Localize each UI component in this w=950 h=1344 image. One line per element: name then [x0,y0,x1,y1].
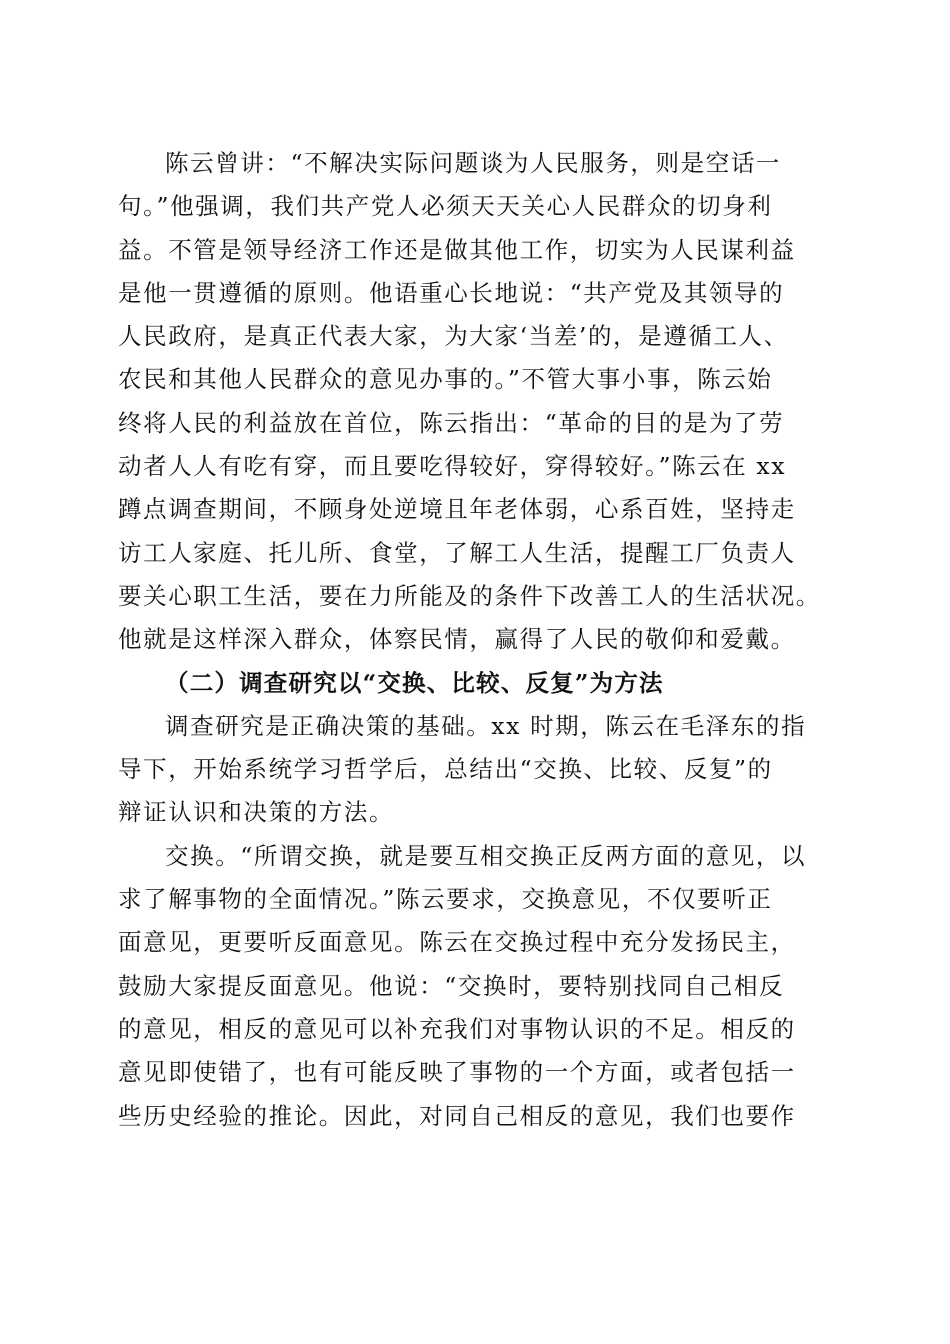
paragraph-line: 他就是这样深入群众，体察民情，赢得了人民的敬仰和爱戴。 [118,625,796,654]
paragraph-line: 交换。“所谓交换，就是要互相交换正反两方面的意见，以 [165,841,807,870]
paragraph-line: 求了解事物的全面情况。”陈云要求，交换意见，不仅要听正 [118,885,773,914]
paragraph-line: 要关心职工生活，要在力所能及的条件下改善工人的生活状况。 [118,581,821,610]
paragraph-line: 调查研究是正确决策的基础。xx 时期，陈云在毛泽东的指 [165,711,807,740]
body-text [118,142,830,1138]
paragraph-line: 辩证认识和决策的方法。 [118,798,395,827]
paragraph-line: 蹲点调查期间，不顾身处逆境且年老体弱，心系百姓，坚持走 [118,495,796,524]
paragraph-line: 农民和其他人民群众的意见办事的。”不管大事小事，陈云始 [118,365,773,394]
paragraph-line: 终将人民的利益放在首位，陈云指出：“革命的目的是为了劳 [118,408,785,437]
paragraph-line: 益。不管是领导经济工作还是做其他工作，切实为人民谋利益 [118,235,796,264]
paragraph-line: 是他一贯遵循的原则。他语重心长地说：“共产党及其领导的 [118,278,785,307]
paragraph-line: 导下，开始系统学习哲学后，总结出“交换、比较、反复”的 [118,755,773,784]
paragraph-line: 些历史经验的推论。因此，对同自己相反的意见，我们也要作 [118,1101,796,1130]
paragraph-line: 访工人家庭、托儿所、食堂，了解工人生活，提醒工厂负责人 [118,538,796,567]
paragraph-line: 鼓励大家提反面意见。他说：“交换时，要特别找同自己相反 [118,971,785,1000]
section-heading: （二）调查研究以“交换、比较、反复”为方法 [165,668,664,697]
paragraph-line: 动者人人有吃有穿，而且要吃得较好，穿得较好。”陈云在 xx [118,452,787,481]
paragraph-line: 面意见，更要听反面意见。陈云在交换过程中充分发扬民主， [118,928,796,957]
paragraph-line: 的意见，相反的意见可以补充我们对事物认识的不足。相反的 [118,1014,796,1043]
paragraph-line: 句。”他强调，我们共产党人必须天天关心人民群众的切身利 [118,192,773,221]
paragraph-line: 意见即使错了，也有可能反映了事物的一个方面，或者包括一 [118,1058,796,1087]
paragraph-line: 陈云曾讲：“不解决实际问题谈为人民服务，则是空话一 [165,149,782,177]
paragraph-line: 人民政府，是真正代表大家，为大家‘当差’的，是遵循工人、 [118,322,789,351]
